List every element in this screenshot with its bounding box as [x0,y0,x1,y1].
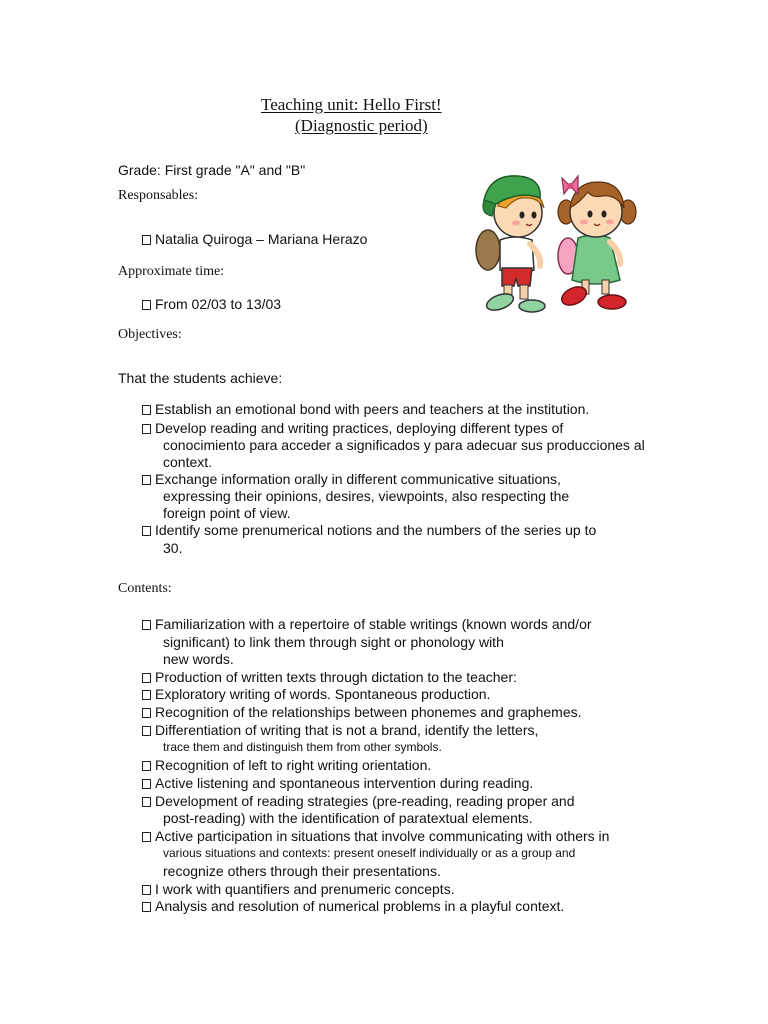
list-item-continuation: expressing their opinions, desires, viewpoints, also respecting the [163,488,570,504]
time-value: From 02/03 to 13/03 [142,296,281,312]
bullet-icon [142,726,151,736]
bullet-icon [142,673,151,683]
list-item: Exchange information orally in different communicative situations, [142,471,561,487]
bullet-icon [142,690,151,700]
bullet-icon [142,235,151,245]
page-title: Teaching unit: Hello First! [261,95,442,114]
list-item-continuation: context. [163,454,213,470]
list-item: Recognition of the relationships between phonemes and graphemes. [142,704,582,720]
bullet-icon [142,779,151,789]
list-item: Development of reading strategies (pre-reading, reading proper and [142,793,574,809]
bullet-icon [142,424,151,434]
list-item: Analysis and resolution of numerical problems in a playful context. [142,898,564,914]
list-item-continuation: new words. [163,651,234,667]
bullet-icon [142,300,151,310]
list-item-continuation: 30. [163,540,183,556]
bullet-icon [142,902,151,912]
contents-label: Contents: [118,581,172,596]
list-item-continuation: trace them and distinguish them from other symbols. [163,740,442,754]
list-item: Active listening and spontaneous intervention during reading. [142,775,533,791]
bullet-icon [142,708,151,718]
list-item: Recognition of left to right writing orientation. [142,757,431,773]
bullet-icon [142,475,151,485]
responsables-label: Responsables: [118,188,199,203]
list-item: Active participation in situations that involve communicating with others in [142,828,609,844]
objectives-intro: That the students achieve: [118,370,283,386]
two-kids-walking-illustration [470,168,640,318]
list-item-continuation: recognize others through their presentations. [163,863,441,879]
list-item: Differentiation of writing that is not a brand, identify the letters, [142,722,538,738]
list-item-continuation: conocimiento para acceder a significados y para adecuar sus producciones al [163,437,645,453]
list-item-continuation: significant) to link them through sight or phonology with [163,634,504,650]
objectives-label: Objectives: [118,327,182,342]
bullet-icon [142,620,151,630]
bullet-icon [142,885,151,895]
bullet-icon [142,797,151,807]
list-item-continuation: foreign point of view. [163,505,291,521]
list-item: Exploratory writing of words. Spontaneous production. [142,686,490,702]
list-item: Establish an emotional bond with peers and teachers at the institution. [142,401,589,417]
bullet-icon [142,832,151,842]
list-item: Familiarization with a repertoire of stable writings (known words and/or [142,616,592,632]
grade-line: Grade: First grade "A" and "B" [118,162,306,178]
bullet-icon [142,526,151,536]
time-label: Approximate time: [118,264,225,279]
list-item-continuation: post-reading) with the identification of paratextual elements. [163,810,533,826]
list-item: I work with quantifiers and prenumeric concepts. [142,881,455,897]
list-item-continuation: various situations and contexts: present oneself individually or as a group and [163,846,576,860]
bullet-icon [142,761,151,771]
page-subtitle: (Diagnostic period) [295,116,428,135]
list-item: Production of written texts through dictation to the teacher: [142,669,517,685]
responsables-value: Natalia Quiroga – Mariana Herazo [142,231,367,247]
list-item: Develop reading and writing practices, deploying different types of [142,420,563,436]
list-item: Identify some prenumerical notions and the numbers of the series up to [142,522,596,538]
bullet-icon [142,405,151,415]
